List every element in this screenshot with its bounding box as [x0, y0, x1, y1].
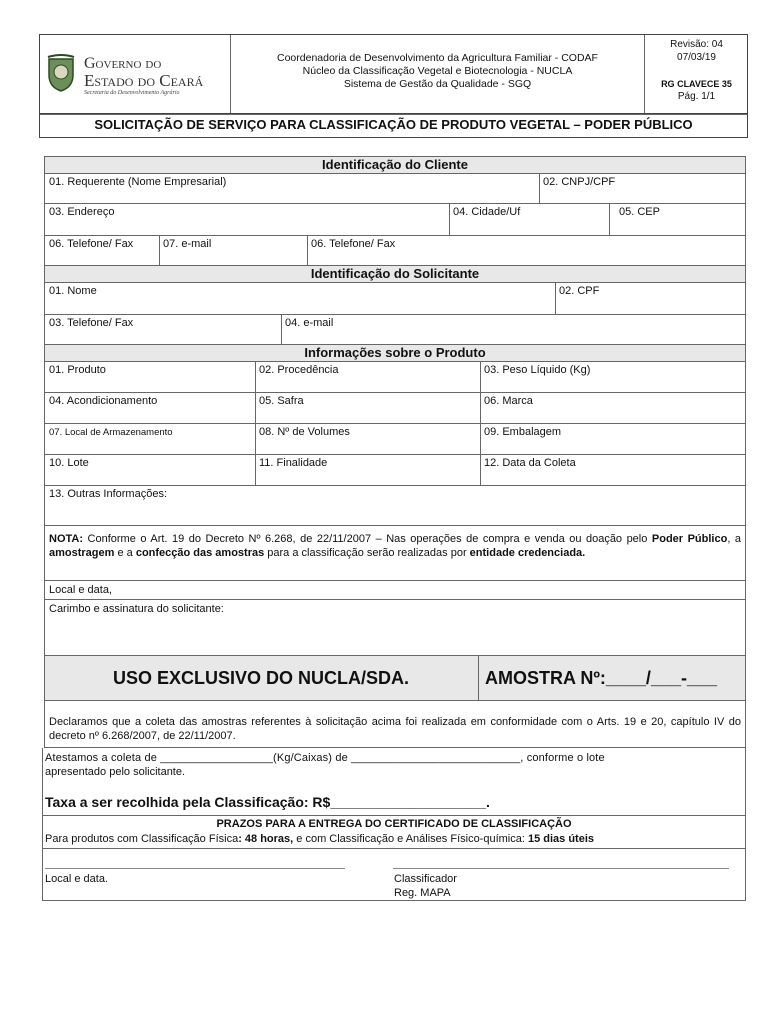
form-title-box	[39, 113, 748, 138]
atestamos-line1: Atestamos a coleta de __________________(Kg/Caixas) de ___________________________, conforme o lote	[45, 752, 605, 764]
form-title: SOLICITAÇÃO DE SERVIÇO PARA CLASSIFICAÇÃO DE PRODUTO VEGETAL – PODER PÚBLICO	[94, 117, 693, 132]
declaration-box	[44, 700, 746, 748]
requester-email-label: 04. e-mail	[285, 317, 334, 329]
local-data-row	[44, 580, 746, 600]
cidade-label: 04. Cidade/Uf	[453, 206, 521, 218]
prazos-text	[45, 833, 594, 845]
product-row-5	[44, 485, 746, 526]
embalagem-label: 09. Embalagem	[484, 426, 562, 438]
header-box	[39, 34, 748, 114]
client-row-3	[44, 235, 746, 266]
product-row-1	[44, 361, 746, 393]
header-line-3: Sistema de Gestão da Qualidade - SGQ	[343, 78, 532, 90]
header-right	[645, 39, 748, 103]
email-label: 07. e-mail	[163, 238, 212, 250]
header-line-1: Coordenadoria de Desenvolvimento da Agricultura Familiar - CODAF	[277, 52, 598, 64]
classificador-signature-line	[393, 868, 729, 869]
nota-bold: entidade credenciada.	[469, 547, 586, 559]
endereco-label: 03. Endereço	[49, 206, 115, 218]
reg-mapa-label: Reg. MAPA	[394, 887, 451, 899]
finalidade-label: 11. Finalidade	[259, 457, 328, 469]
nota-text	[49, 532, 741, 560]
requester-section-heading: Identificação do Solicitante	[44, 265, 746, 283]
local-data-label: Local e data,	[49, 584, 112, 596]
nota-part: Conforme o Art. 19 do Decreto Nº 6.268, de 22/11/2007 – Nas operações de compra e venda ou doação pelo	[83, 533, 652, 545]
requerente-label: 01. Requerente (Nome Empresarial)	[49, 176, 227, 188]
logo-line1: Governo do	[84, 55, 162, 72]
atestamos-box	[42, 748, 746, 901]
client-row-1	[44, 173, 746, 204]
prazos-bold: : 48 horas,	[238, 833, 294, 845]
logo-line2: Estado do Ceará	[84, 71, 204, 90]
nota-bold: Poder Público	[651, 533, 728, 545]
acondicionamento-label: 04. Acondicionamento	[49, 395, 158, 407]
carimbo-row	[44, 599, 746, 656]
nota-part: , a	[727, 533, 741, 545]
carimbo-label: Carimbo e assinatura do solicitante:	[49, 603, 224, 615]
cpf-label: 02. CPF	[559, 285, 600, 297]
lote-label: 10. Lote	[49, 457, 89, 469]
nota-bold: confecção das amostras	[135, 547, 265, 559]
header-line-2: Núcleo da Classificação Vegetal e Biotecnologia - NUCLA	[302, 65, 573, 77]
client-section-heading: Identificação do Cliente	[44, 156, 746, 174]
produto-label: 01. Produto	[49, 364, 106, 376]
cep-label: 05. CEP	[619, 206, 660, 218]
local-signature-line	[45, 868, 345, 869]
page-number: Pág. 1/1	[677, 90, 716, 102]
product-section-heading: Informações sobre o Produto	[44, 344, 746, 362]
requester-telefone-label: 03. Telefone/ Fax	[49, 317, 134, 329]
peso-label: 03. Peso Líquido (Kg)	[484, 364, 591, 376]
outras-informacoes-label: 13. Outras Informações:	[49, 488, 167, 500]
product-row-4	[44, 454, 746, 486]
procedencia-label: 02. Procedência	[259, 364, 339, 376]
volumes-label: 08. Nº de Volumes	[259, 426, 350, 438]
data-coleta-label: 12. Data da Coleta	[484, 457, 576, 469]
local-signature-label: Local e data.	[45, 873, 108, 885]
telefone2-label: 06. Telefone/ Fax	[311, 238, 396, 250]
prazos-bold: 15 dias úteis	[527, 833, 595, 845]
prazos-part: e com Classificação e Análises Físico-química:	[293, 833, 528, 845]
header-center	[231, 52, 644, 91]
nota-part: e a	[114, 547, 136, 559]
prazos-title: PRAZOS PARA A ENTREGA DO CERTIFICADO DE CLASSIFICAÇÃO	[216, 818, 572, 830]
prazos-part: Para produtos com Classificação Física	[45, 833, 239, 845]
requester-row-2	[44, 314, 746, 345]
requester-row-1	[44, 282, 746, 315]
exclusive-use-box	[44, 655, 746, 701]
revision-date: 07/03/19	[677, 51, 716, 63]
nota-part: para a classificação serão realizadas por	[264, 547, 470, 559]
client-row-2	[44, 203, 746, 236]
local-armazenamento-label: 07. Local de Armazenamento	[49, 427, 173, 438]
classificador-label: Classificador	[394, 873, 457, 885]
product-row-2	[44, 392, 746, 424]
document-code: RG CLAVECE 35	[661, 79, 732, 89]
telefone-label: 06. Telefone/ Fax	[49, 238, 134, 250]
nota-label: NOTA:	[49, 533, 84, 545]
product-row-3	[44, 423, 746, 455]
exclusive-use-title: USO EXCLUSIVO DO NUCLA/SDA.	[112, 668, 410, 688]
declaration-text: Declaramos que a coleta das amostras referentes à solicitação acima foi realizada em conformidade com o Arts. 19 e 20, capítulo IV do decreto nº 6.268/2007, de 22/11/2007.	[49, 716, 741, 742]
nota-bold: amostragem	[49, 547, 115, 559]
nome-label: 01. Nome	[49, 285, 97, 297]
logo-line3: Secretaria do Desenvolvimento Agrário	[84, 90, 180, 96]
nota-box	[44, 525, 746, 581]
amostra-number: AMOSTRA Nº:____/___-___	[485, 668, 717, 688]
taxa-text: Taxa a ser recolhida pela Classificação: R$____________________.	[45, 794, 490, 810]
revision-label: Revisão: 04	[670, 39, 723, 50]
safra-label: 05. Safra	[259, 395, 304, 407]
cnpj-label: 02. CNPJ/CPF	[543, 176, 616, 188]
marca-label: 06. Marca	[484, 395, 533, 407]
atestamos-line2: apresentado pelo solicitante.	[45, 766, 186, 778]
coat-of-arms-icon	[44, 53, 78, 93]
